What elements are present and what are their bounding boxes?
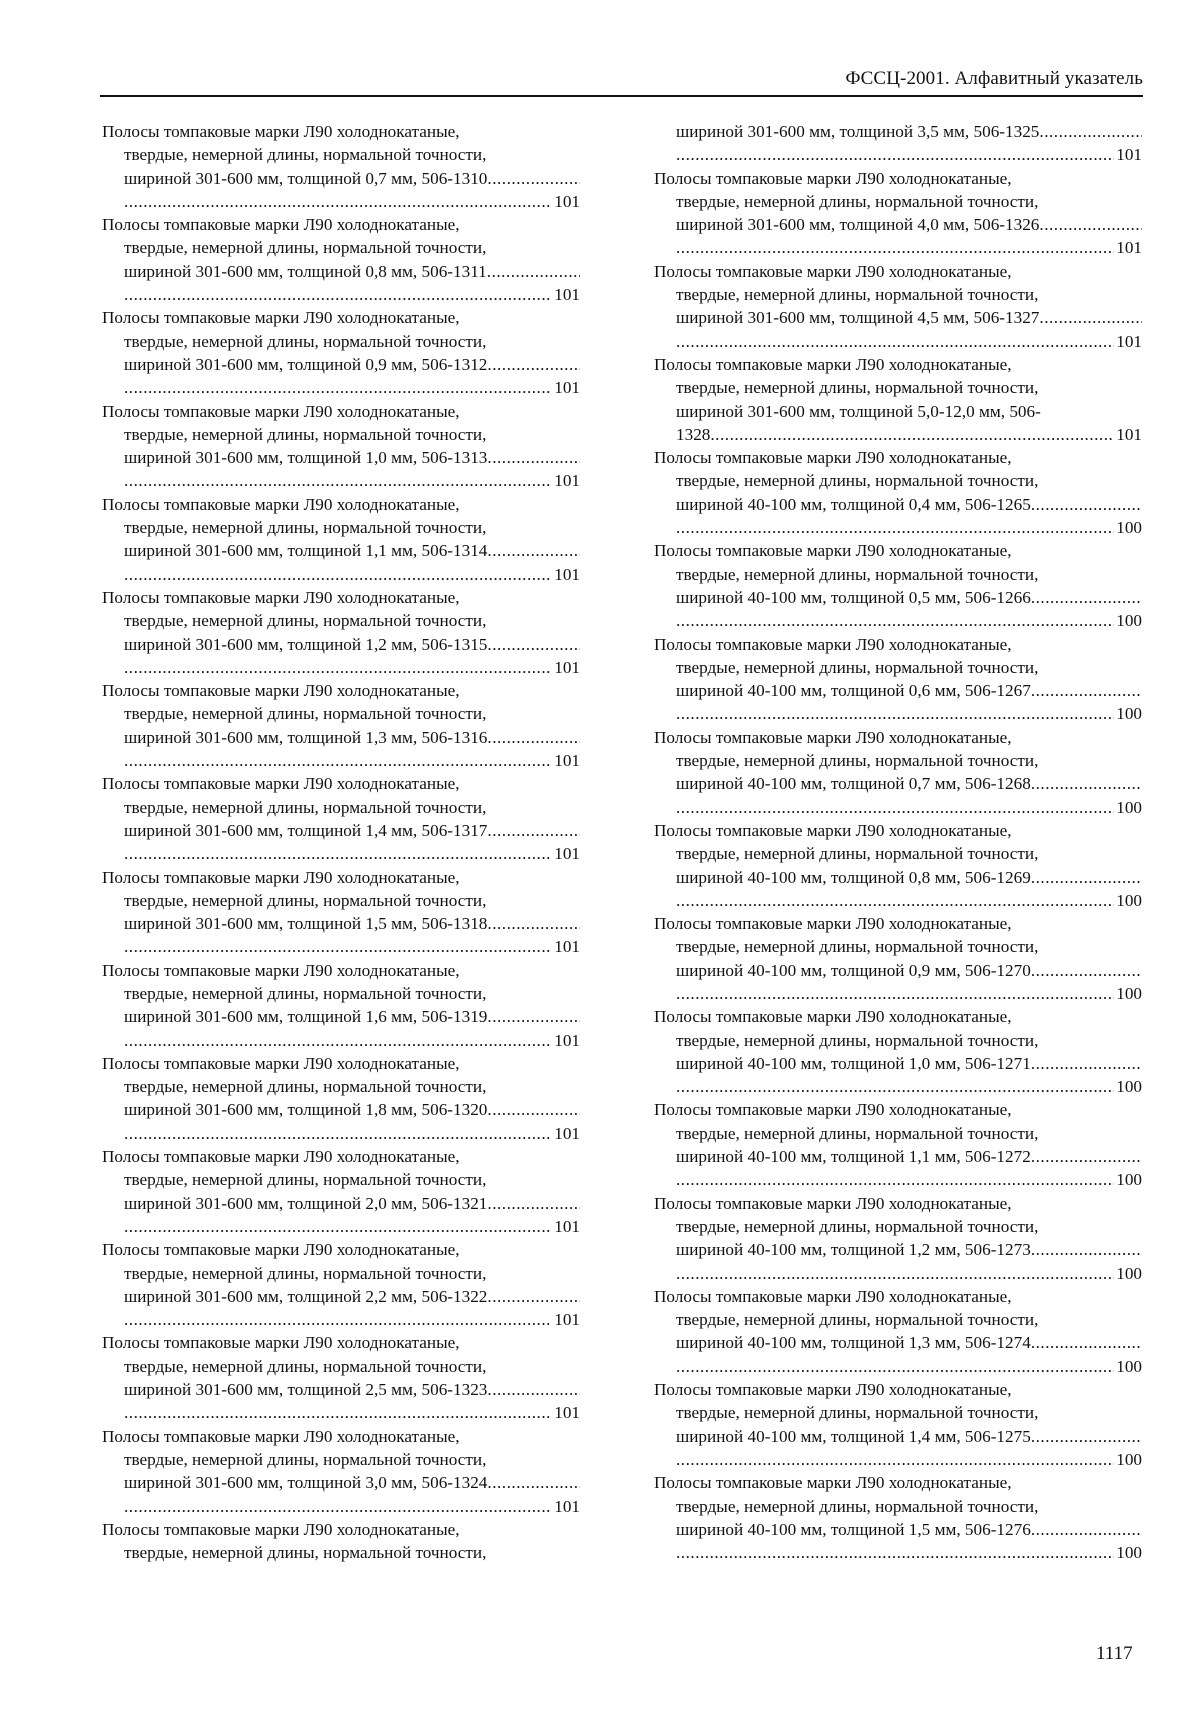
leader-line	[654, 306, 1142, 329]
leader-line	[654, 236, 1142, 259]
entry-line-1: Полосы томпаковые марки Л90 холоднокатаные,	[102, 1519, 460, 1539]
entry-line-3: шириной 40-100 мм, толщиной 1,5 мм, 506-1276	[676, 1519, 1031, 1539]
leader-line	[654, 982, 1142, 1005]
entry-line-1: Полосы томпаковые марки Л90 холоднокатаные,	[102, 774, 460, 794]
page-reference: 100	[1116, 1077, 1142, 1097]
index-entry	[654, 633, 1142, 726]
page-reference: 100	[1116, 797, 1142, 817]
index-entry	[102, 1425, 580, 1518]
index-entry	[654, 1285, 1142, 1378]
entry-line-3: шириной 301-600 мм, толщиной 3,0 мм, 506-1324	[124, 1473, 488, 1493]
dot-leader	[1031, 586, 1142, 609]
leader-line	[102, 1122, 580, 1145]
leader-line	[102, 563, 580, 586]
leader-line	[654, 1145, 1142, 1168]
index-entry-continuation	[654, 120, 1142, 167]
dot-leader	[487, 912, 580, 935]
index-entry	[102, 120, 580, 213]
entry-line-2: твердые, немерной длины, нормальной точности,	[124, 1543, 487, 1563]
leader-line	[654, 1425, 1142, 1448]
entry-line-3: шириной 40-100 мм, толщиной 0,8 мм, 506-1269	[676, 867, 1031, 887]
index-entry	[102, 772, 580, 865]
index-entry	[654, 539, 1142, 632]
dot-leader	[676, 609, 1114, 632]
entry-line-3: шириной 40-100 мм, толщиной 1,0 мм, 506-1271	[676, 1053, 1031, 1073]
dot-leader	[1031, 772, 1142, 795]
page-reference: 101	[554, 1310, 580, 1330]
leader-line	[654, 1168, 1142, 1191]
leader-line	[654, 1518, 1142, 1541]
index-entry	[102, 493, 580, 586]
dot-leader	[124, 563, 552, 586]
entry-line-3: шириной 40-100 мм, толщиной 1,1 мм, 506-1272	[676, 1147, 1031, 1167]
leader-line	[102, 726, 580, 749]
page-reference: 101	[554, 471, 580, 491]
dot-leader	[1031, 959, 1142, 982]
entry-line-3: шириной 301-600 мм, толщиной 1,6 мм, 506-1319	[124, 1007, 488, 1027]
leader-line	[102, 1215, 580, 1238]
left-column	[102, 120, 580, 1564]
page-reference: 100	[1116, 983, 1142, 1003]
entry-line-3: шириной 301-600 мм, толщиной 4,5 мм, 506-1327	[676, 308, 1040, 328]
entry-line-1: Полосы томпаковые марки Л90 холоднокатаные,	[102, 308, 460, 328]
entry-line-2: твердые, немерной длины, нормальной точности,	[676, 285, 1039, 305]
leader-line	[654, 866, 1142, 889]
index-entry	[102, 213, 580, 306]
dot-leader	[1031, 493, 1142, 516]
entry-line-1: Полосы томпаковые марки Л90 холоднокатаные,	[102, 494, 460, 514]
index-entry	[654, 1192, 1142, 1285]
leader-line	[654, 213, 1142, 236]
index-entry	[654, 1005, 1142, 1098]
index-entry	[102, 1331, 580, 1424]
entry-line-2: твердые, немерной длины, нормальной точности,	[124, 145, 487, 165]
dot-leader	[124, 935, 552, 958]
leader-line	[654, 143, 1142, 166]
entry-line-1: Полосы томпаковые марки Л90 холоднокатаные,	[102, 401, 460, 421]
leader-line	[102, 353, 580, 376]
dot-leader	[124, 1308, 552, 1331]
index-entry	[654, 446, 1142, 539]
entry-line-2: твердые, немерной длины, нормальной точности,	[124, 424, 487, 444]
entry-line-2: твердые, немерной длины, нормальной точности,	[124, 331, 487, 351]
page-reference: 101	[554, 937, 580, 957]
page-reference: 101	[554, 1403, 580, 1423]
entry-line-3: шириной 301-600 мм, толщиной 0,7 мм, 506-1310	[124, 168, 488, 188]
entry-line-2: твердые, немерной длины, нормальной точности,	[124, 238, 487, 258]
leader-line	[102, 1285, 580, 1308]
dot-leader	[487, 1005, 580, 1028]
dot-leader	[676, 1168, 1114, 1191]
page-reference: 101	[554, 751, 580, 771]
entry-line-2: твердые, немерной длины, нормальной точности,	[124, 797, 487, 817]
entry-line-3: шириной 40-100 мм, толщиной 0,7 мм, 506-1268	[676, 774, 1031, 794]
index-entry	[654, 167, 1142, 260]
entry-line-3: шириной 301-600 мм, толщиной 4,0 мм, 506-1326	[676, 215, 1040, 235]
page-reference: 101	[554, 285, 580, 305]
entry-line-2: твердые, немерной длины, нормальной точности,	[676, 1123, 1039, 1143]
entry-line-3: шириной 301-600 мм, толщиной 1,1 мм, 506-1314	[124, 541, 488, 561]
header-title: ФССЦ-2001. Алфавитный указатель	[845, 68, 1143, 89]
dot-leader	[124, 283, 552, 306]
leader-line	[654, 1448, 1142, 1471]
dot-leader	[487, 1285, 580, 1308]
dot-leader	[487, 260, 580, 283]
dot-leader	[1031, 866, 1142, 889]
index-entry	[102, 959, 580, 1052]
leader-line	[102, 935, 580, 958]
right-column	[654, 120, 1142, 1564]
dot-leader	[1031, 1331, 1142, 1354]
page-reference: 101	[554, 564, 580, 584]
dot-leader	[487, 539, 580, 562]
entry-line-2: твердые, немерной длины, нормальной точности,	[676, 657, 1039, 677]
leader-line	[102, 190, 580, 213]
dot-leader	[676, 796, 1114, 819]
dot-leader	[1031, 1238, 1142, 1261]
entry-line-3: шириной 301-600 мм, толщиной 3,5 мм, 506-1325	[676, 122, 1040, 141]
index-entry	[654, 353, 1142, 446]
dot-leader	[487, 819, 580, 842]
entry-line-3: шириной 301-600 мм, толщиной 1,5 мм, 506-1318	[124, 914, 488, 934]
leader-line	[654, 1238, 1142, 1261]
index-entry	[654, 1098, 1142, 1191]
entry-line-1: Полосы томпаковые марки Л90 холоднокатаные,	[654, 448, 1012, 468]
leader-line	[102, 469, 580, 492]
entry-line-1: Полосы томпаковые марки Л90 холоднокатаные,	[102, 681, 460, 701]
leader-line	[102, 842, 580, 865]
dot-leader	[124, 469, 552, 492]
leader-line	[102, 1378, 580, 1401]
index-entry	[654, 819, 1142, 912]
page-reference: 100	[1116, 611, 1142, 631]
page-reference: 101	[554, 1216, 580, 1236]
dot-leader	[487, 726, 580, 749]
page-reference: 101	[554, 378, 580, 398]
entry-line-1: Полосы томпаковые марки Л90 холоднокатаные,	[102, 1147, 460, 1167]
page-number: 1117	[1096, 1643, 1133, 1664]
page-reference: 101	[554, 1030, 580, 1050]
entry-line-1: Полосы томпаковые марки Л90 холоднокатаные,	[654, 1473, 1012, 1493]
dot-leader	[487, 446, 580, 469]
leader-line	[654, 516, 1142, 539]
entry-line-2: твердые, немерной длины, нормальной точности,	[676, 564, 1039, 584]
entry-line-2: твердые, немерной длины, нормальной точности,	[676, 191, 1039, 211]
entry-line-1: Полосы томпаковые марки Л90 холоднокатаные,	[654, 634, 1012, 654]
dot-leader	[676, 889, 1114, 912]
leader-line	[654, 1262, 1142, 1285]
entry-line-3: шириной 40-100 мм, толщиной 1,3 мм, 506-1274	[676, 1333, 1031, 1353]
entry-line-3: шириной 301-600 мм, толщиной 2,5 мм, 506-1323	[124, 1380, 488, 1400]
dot-leader	[487, 1098, 580, 1121]
dot-leader	[124, 1495, 552, 1518]
entry-line-3: шириной 40-100 мм, толщиной 1,4 мм, 506-1275	[676, 1426, 1031, 1446]
page-reference: 100	[1116, 1449, 1142, 1469]
page-reference: 100	[1116, 704, 1142, 724]
index-entry	[654, 1378, 1142, 1471]
leader-line	[654, 1052, 1142, 1075]
leader-line	[654, 959, 1142, 982]
leader-line	[654, 1541, 1142, 1564]
leader-line	[102, 1495, 580, 1518]
entry-line-2: твердые, немерной длины, нормальной точности,	[676, 1403, 1039, 1423]
leader-line	[102, 819, 580, 842]
index-entry	[102, 1145, 580, 1238]
entry-line-2: твердые, немерной длины, нормальной точности,	[124, 1356, 487, 1376]
dot-leader	[1039, 306, 1142, 329]
page-reference: 101	[1116, 424, 1142, 444]
entry-line-2: твердые, немерной длины, нормальной точности,	[676, 1216, 1039, 1236]
entry-line-2: твердые, немерной длины, нормальной точности,	[124, 890, 487, 910]
entry-line-1: Полосы томпаковые марки Л90 холоднокатаные,	[654, 354, 1012, 374]
leader-line	[654, 1331, 1142, 1354]
entry-line-3: шириной 40-100 мм, толщиной 0,4 мм, 506-1265	[676, 494, 1031, 514]
leader-line	[654, 330, 1142, 353]
leader-line	[102, 1471, 580, 1494]
entry-line-1: Полосы томпаковые марки Л90 холоднокатаные,	[102, 122, 460, 141]
leader-line	[102, 1308, 580, 1331]
leader-line	[102, 376, 580, 399]
leader-line	[654, 423, 1142, 446]
entry-line-2: твердые, немерной длины, нормальной точности,	[124, 1449, 487, 1469]
entry-line-1: Полосы томпаковые марки Л90 холоднокатаные,	[102, 1240, 460, 1260]
dot-leader	[487, 167, 580, 190]
index-entry	[102, 306, 580, 399]
page-reference: 101	[554, 191, 580, 211]
entry-line-2: твердые, немерной длины, нормальной точности,	[124, 611, 487, 631]
leader-line	[102, 446, 580, 469]
page-reference: 101	[554, 657, 580, 677]
page-reference: 101	[1116, 145, 1142, 165]
index-entry	[102, 866, 580, 959]
entry-line-2: твердые, немерной длины, нормальной точности,	[124, 1263, 487, 1283]
dot-leader	[676, 236, 1114, 259]
entry-line-1: Полосы томпаковые марки Л90 холоднокатаные,	[654, 727, 1012, 747]
dot-leader	[676, 516, 1114, 539]
dot-leader	[487, 1192, 580, 1215]
entry-line-1: Полосы томпаковые марки Л90 холоднокатаные,	[102, 867, 460, 887]
leader-line	[102, 1192, 580, 1215]
dot-leader	[124, 1029, 552, 1052]
dot-leader	[1039, 120, 1142, 143]
entry-line-3: шириной 301-600 мм, толщиной 2,0 мм, 506-1321	[124, 1193, 488, 1213]
dot-leader	[676, 1262, 1114, 1285]
dot-leader	[676, 1448, 1114, 1471]
dot-leader	[124, 190, 552, 213]
dot-leader	[124, 1215, 552, 1238]
index-entry	[654, 260, 1142, 353]
dot-leader	[1039, 213, 1142, 236]
entry-line-2: твердые, немерной длины, нормальной точности,	[676, 751, 1039, 771]
index-entry	[654, 912, 1142, 1005]
dot-leader	[487, 353, 580, 376]
entry-line-3: шириной 40-100 мм, толщиной 0,9 мм, 506-1270	[676, 960, 1031, 980]
page-reference: 100	[1116, 1543, 1142, 1563]
leader-line	[102, 912, 580, 935]
page-reference: 101	[554, 1123, 580, 1143]
leader-line	[102, 1005, 580, 1028]
leader-line	[654, 772, 1142, 795]
entry-line-2: твердые, немерной длины, нормальной точности,	[124, 983, 487, 1003]
dot-leader	[124, 376, 552, 399]
entry-line-3: шириной 40-100 мм, толщиной 0,5 мм, 506-1266	[676, 587, 1031, 607]
entry-line-1: Полосы томпаковые марки Л90 холоднокатаные,	[654, 168, 1012, 188]
entry-line-3: шириной 301-600 мм, толщиной 1,4 мм, 506-1317	[124, 820, 488, 840]
leader-line	[654, 702, 1142, 725]
leader-line	[654, 1355, 1142, 1378]
entry-line-1: Полосы томпаковые марки Л90 холоднокатаные,	[654, 541, 1012, 561]
entry-line-2: твердые, немерной длины, нормальной точности,	[124, 518, 487, 538]
leader-line	[102, 167, 580, 190]
page-reference: 100	[1116, 1263, 1142, 1283]
page-reference: 101	[1116, 238, 1142, 258]
entry-line-3: шириной 301-600 мм, толщиной 0,9 мм, 506-1312	[124, 354, 488, 374]
entry-line-1: Полосы томпаковые марки Л90 холоднокатаные,	[654, 1007, 1012, 1027]
page-reference: 101	[554, 1496, 580, 1516]
entry-line-2: твердые, немерной длины, нормальной точности,	[676, 471, 1039, 491]
dot-leader	[124, 1122, 552, 1145]
page-reference: 100	[1116, 1170, 1142, 1190]
leader-line	[654, 120, 1142, 143]
leader-line	[102, 539, 580, 562]
dot-leader	[676, 1541, 1114, 1564]
entry-line-2: твердые, немерной длины, нормальной точности,	[676, 844, 1039, 864]
index-entry-continued	[102, 1518, 580, 1565]
entry-line-3: шириной 301-600 мм, толщиной 1,8 мм, 506-1320	[124, 1100, 488, 1120]
dot-leader	[676, 143, 1114, 166]
entry-line-3: шириной 301-600 мм, толщиной 1,2 мм, 506-1315	[124, 634, 488, 654]
leader-line	[654, 609, 1142, 632]
entry-line-3: шириной 301-600 мм, толщиной 2,2 мм, 506-1322	[124, 1286, 488, 1306]
entry-line-2: твердые, немерной длины, нормальной точности,	[676, 1496, 1039, 1516]
leader-line	[102, 1401, 580, 1424]
entry-line-1: Полосы томпаковые марки Л90 холоднокатаные,	[654, 1380, 1012, 1400]
entry-line-2: твердые, немерной длины, нормальной точности,	[124, 1077, 487, 1097]
dot-leader	[1031, 679, 1142, 702]
dot-leader	[1031, 1145, 1142, 1168]
entry-line-3: шириной 301-600 мм, толщиной 5,0-12,0 мм, 506-	[676, 401, 1041, 421]
dot-leader	[676, 330, 1114, 353]
entry-line-1: Полосы томпаковые марки Л90 холоднокатаные,	[654, 261, 1012, 281]
page-reference: 100	[1116, 1356, 1142, 1376]
entry-line-1: Полосы томпаковые марки Л90 холоднокатаные,	[102, 1333, 460, 1353]
leader-line	[654, 679, 1142, 702]
leader-line	[102, 1098, 580, 1121]
entry-line-3: шириной 301-600 мм, толщиной 1,3 мм, 506-1316	[124, 727, 488, 747]
entry-line-1: Полосы томпаковые марки Л90 холоднокатаные,	[654, 1286, 1012, 1306]
dot-leader	[124, 749, 552, 772]
leader-line	[102, 633, 580, 656]
dot-leader	[124, 842, 552, 865]
entry-line-2: твердые, немерной длины, нормальной точности,	[124, 704, 487, 724]
entry-line-2: твердые, немерной длины, нормальной точности,	[676, 1030, 1039, 1050]
page-reference: 101	[1116, 331, 1142, 351]
page-reference: 100	[1116, 518, 1142, 538]
dot-leader	[124, 1401, 552, 1424]
dot-leader	[676, 702, 1114, 725]
entry-line-1: Полосы томпаковые марки Л90 холоднокатаные,	[102, 960, 460, 980]
entry-line-3: шириной 301-600 мм, толщиной 1,0 мм, 506-1313	[124, 448, 488, 468]
entry-line-2: твердые, немерной длины, нормальной точности,	[676, 1310, 1039, 1330]
page-reference: 100	[1116, 890, 1142, 910]
dot-leader	[124, 656, 552, 679]
leader-line	[102, 749, 580, 772]
dot-leader	[1031, 1052, 1142, 1075]
index-entry	[102, 679, 580, 772]
entry-line-1: Полосы томпаковые марки Л90 холоднокатаные,	[102, 587, 460, 607]
entry-line-2: твердые, немерной длины, нормальной точности,	[124, 1170, 487, 1190]
entry-line-1: Полосы томпаковые марки Л90 холоднокатаные,	[102, 1053, 460, 1073]
entry-line-3: шириной 301-600 мм, толщиной 0,8 мм, 506-1311	[124, 261, 487, 281]
entry-line-4: 1328	[676, 424, 711, 444]
entry-line-1: Полосы томпаковые марки Л90 холоднокатаные,	[102, 215, 460, 235]
dot-leader	[676, 1075, 1114, 1098]
index-entry	[654, 1471, 1142, 1564]
leader-line	[102, 283, 580, 306]
entry-line-1: Полосы томпаковые марки Л90 холоднокатаные,	[654, 820, 1012, 840]
leader-line	[654, 1075, 1142, 1098]
dot-leader	[487, 1378, 580, 1401]
running-header	[100, 62, 1143, 97]
index-entry	[654, 726, 1142, 819]
page-reference: 101	[554, 844, 580, 864]
entry-line-3: шириной 40-100 мм, толщиной 1,2 мм, 506-1273	[676, 1240, 1031, 1260]
entry-line-3: шириной 40-100 мм, толщиной 0,6 мм, 506-1267	[676, 681, 1031, 701]
leader-line	[654, 586, 1142, 609]
dot-leader	[1031, 1425, 1142, 1448]
index-entry	[102, 1238, 580, 1331]
leader-line	[654, 493, 1142, 516]
leader-line	[654, 796, 1142, 819]
dot-leader	[676, 982, 1114, 1005]
index-entry	[102, 400, 580, 493]
entry-line-2: твердые, немерной длины, нормальной точности,	[676, 378, 1039, 398]
entry-line-1: Полосы томпаковые марки Л90 холоднокатаные,	[654, 1193, 1012, 1213]
leader-line	[102, 1029, 580, 1052]
leader-line	[102, 656, 580, 679]
dot-leader	[710, 423, 1114, 446]
entry-line-1: Полосы томпаковые марки Л90 холоднокатаные,	[654, 1100, 1012, 1120]
entry-line-1: Полосы томпаковые марки Л90 холоднокатаные,	[102, 1426, 460, 1446]
index-entry	[102, 1052, 580, 1145]
dot-leader	[1031, 1518, 1142, 1541]
entry-line-2: твердые, немерной длины, нормальной точности,	[676, 937, 1039, 957]
dot-leader	[487, 1471, 580, 1494]
dot-leader	[487, 633, 580, 656]
dot-leader	[676, 1355, 1114, 1378]
leader-line	[102, 260, 580, 283]
entry-line-1: Полосы томпаковые марки Л90 холоднокатаные,	[654, 914, 1012, 934]
index-entry	[102, 586, 580, 679]
leader-line	[654, 889, 1142, 912]
